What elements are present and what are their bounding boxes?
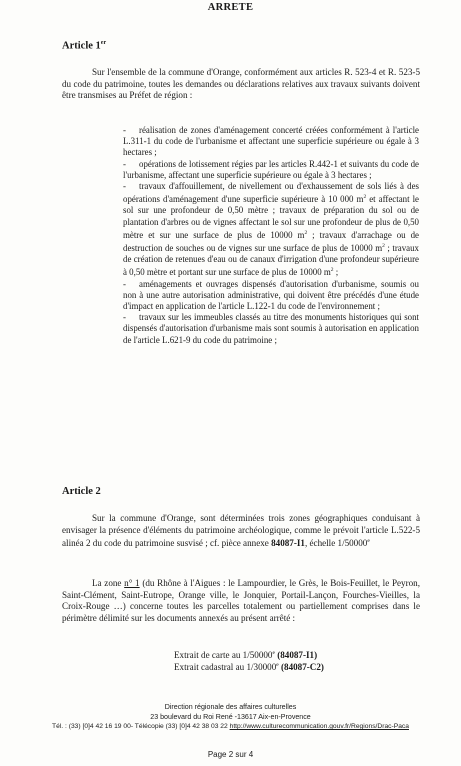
- document-title: ARRETE: [207, 2, 254, 13]
- article-2-paragraph-1: Sur la commune d'Orange, sont déterminées trois zones géographiques conduisant à envisager la présence d'éléments du patrimoine archéologique, comme le prévoit l'article L.522-5 alinéa 2 du code du patrimoine susvisé ; cf. pièce annexe 84087-I1, échelle 1/50000e: [62, 513, 420, 549]
- extract-map-line: Extrait de carte au 1/50000e (84087-I1): [174, 650, 318, 661]
- footer-line-2: 23 boulevard du Roi René -13617 Aix-en-Provence: [150, 713, 311, 721]
- footer-website-link[interactable]: http://www.culturecommunication.gouv.fr/Regions/Drac-Paca: [229, 723, 409, 730]
- page-number: Page 2 sur 4: [207, 750, 254, 759]
- article-1-heading-sup: er: [100, 40, 107, 46]
- extract-map-ref: (84087-I1): [274, 650, 318, 661]
- footer-line-3: Tél. : (33) [0]4 42 16 19 00- Télécopie (33) [0]4 42 38 03 22 http://www.culturecommunication.gouv.fr/Regions/Drac-Paca: [52, 723, 409, 730]
- article-1-heading: [62, 40, 106, 52]
- zone-number: n° 1: [124, 578, 140, 588]
- list-item: - travaux sur les immeubles classés au titre des monuments historiques qui sont dispensés d'autorisation d'urbanisme mais sont soumis à autorisation en application de l'article L.621-9 du code du patrimoine ;: [123, 312, 419, 345]
- list-item: - travaux d'affouillement, de nivellement ou d'exhaussement de sols liés à des opérations d'aménagement d'une superficie supérieure à 10 000 $m^2$ et affectant le sol sur une profondeur de 0,50 mètre ; travaux de préparation du sol ou de plantation d'arbres ou de vignes affectant le sol sur une profondeur de plus de 0,50 mètre et sur une surface de plus de 10000 $m^2$ ; travaux d'arrachage ou de destruction de souches ou de vignes sur une surface de plus de 10000 $m^2$ ; travaux de création de retenues d'eau ou de canaux d'irrigation d'une profondeur supérieure à 0,50 mètre et portant sur une surface de plus de 10000 $m^2$ ;: [123, 181, 419, 278]
- list-item: - aménagements et ouvrages dispensés d'autorisation d'urbanisme, soumis ou non à une autre autorisation administrative, qui doivent être précédés d'une étude d'impact en application de l'article L.122-1 du code de l'environnement ;: [123, 278, 419, 311]
- article-2-heading: Article 2: [62, 486, 101, 497]
- article-2-paragraph-2: La zone n° 1 (du Rhône à l'Aigues : le Lampourdier, le Grès, le Bois-Feuillet, le Peyron, Saint-Clément, Saint-Eutrope, Orange ville, le Jonquier, Portail-Lançon, Fourches-Vieilles, la Croix-Rouge …) concerne toutes les parcelles totalement ou partiellement comprises dans le périmètre délimité sur les documents annexés au présent arrêté :: [62, 578, 420, 623]
- article-1-intro: Sur l'ensemble de la commune d'Orange, conformément aux articles R. 523-4 et R. 523-5 du code du patrimoine, toutes les demandes ou déclarations relatives aux travaux suivants doivent être transmises au Préfet de région :: [62, 67, 420, 101]
- list-item: - réalisation de zones d'aménagement concerté créées conformément à l'article L.311-1 du code de l'urbanisme et affectant une superficie supérieure ou égale à 3 hectares ;: [123, 125, 419, 158]
- extract-cadastral-ref: (84087-C2): [278, 662, 324, 673]
- extract-cadastral-line: Extrait cadastral au 1/30000e (84087-C2): [174, 662, 324, 673]
- list-item: - opérations de lotissement régies par les articles R.442-1 et suivants du code de l'urbanisme, affectant une superficie supérieure ou égale à 3 hectares ;: [123, 158, 419, 180]
- article-1-heading-text: Article 1: [62, 40, 101, 52]
- annex-reference: 84087-I1: [271, 538, 305, 549]
- footer-line-1: Direction régionale des affaires culturelles: [164, 703, 297, 711]
- article-1-list: [123, 125, 419, 346]
